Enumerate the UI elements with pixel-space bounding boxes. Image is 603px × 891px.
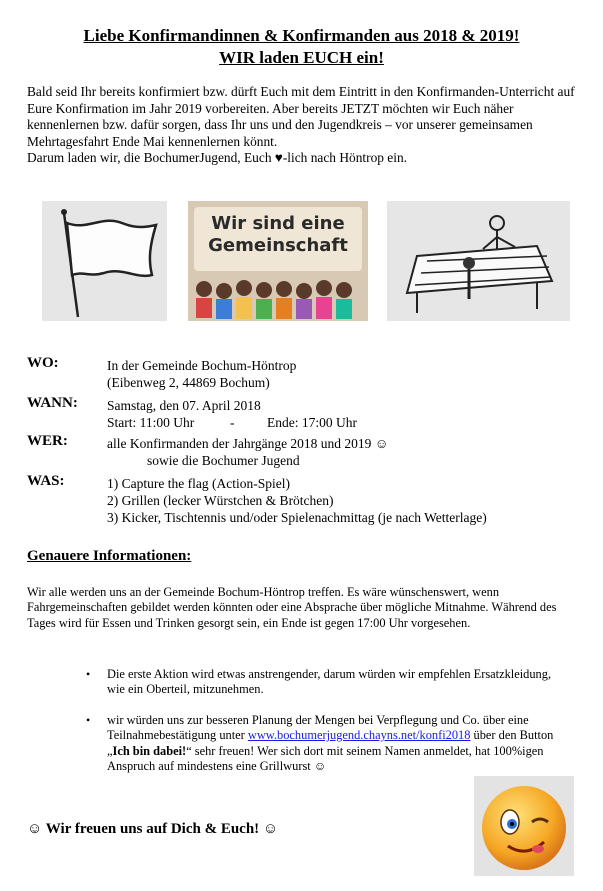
wann-dash: - xyxy=(230,415,235,430)
bullet-dot-2: • xyxy=(86,713,91,727)
wo-label: WO: xyxy=(27,355,59,371)
foosball-image xyxy=(387,201,570,321)
wann-date: Samstag, den 07. April 2018 xyxy=(107,398,261,413)
was-item-3: 3) Kicker, Tischtennis und/oder Spielenachmittag (je nach Wetterlage) xyxy=(107,510,487,525)
wo-line-1: In der Gemeinde Bochum-Höntrop xyxy=(107,358,297,373)
bullet-2-before: wir würden uns zur besseren Planung der Mengen bei Verpflegung und Co. über eine Teilnahmebestätigung unter xyxy=(107,713,529,743)
info-paragraph: Wir alle werden uns an der Gemeinde Bochum-Höntrop treffen. Es wäre wünschenswert, wenn Fahrgemeinschaften gebildet werden könnten oder eine Absprache über mögliche Mitnahme. Während des Tages wird für Essen und Trinken gesorgt sein, ein Ende ist gegen 17:00 Uhr vorgesehen. xyxy=(27,585,557,630)
wer-value xyxy=(107,435,389,469)
wer-label: WER: xyxy=(27,433,68,449)
wann-value xyxy=(107,397,567,431)
wer-line-2: sowie die Bochumer Jugend xyxy=(147,453,300,468)
title-line-1: Liebe Konfirmandinnen & Konfirmanden aus 2018 & 2019! xyxy=(83,26,520,45)
bullet-dot-1: • xyxy=(86,667,91,681)
wo-value xyxy=(107,357,296,391)
bullet-2-middle: über den Button „ xyxy=(107,728,554,758)
signup-link[interactable]: www.bochumerjugend.chayns.net/konfi2018 xyxy=(247,728,471,743)
foosball-icon xyxy=(387,201,570,321)
wer-line-1: alle Konfirmanden der Jahrgänge 2018 und 2019 ☺ xyxy=(107,436,389,451)
title-line-2: WIR laden EUCH ein! xyxy=(219,48,384,67)
flag-icon xyxy=(42,201,167,321)
bullet-2-bold: Ich bin dabei! xyxy=(112,743,187,758)
community-text-line-1: Wir sind eine xyxy=(211,213,345,234)
was-value xyxy=(107,475,577,526)
intro-paragraph: Bald seid Ihr bereits konfirmiert bzw. dürft Euch mit dem Eintritt in den Konfirmanden-Unterricht auf Eure Konfirmation im Jahr 2019 vorbereiten. Aber bereits JETZT möchten wir Euch näher kennenlernen bzw. dafür sorgen, dass Ihr uns und den Jugendkreis – vor unserer gemeinsamen Mehrtagesfahrt Ende Mai kennenlernen könnt. xyxy=(27,84,575,149)
wo-line-2: (Eibenweg 2, 44869 Bochum) xyxy=(107,375,270,390)
bullet-1: Die erste Aktion wird etwas anstrengender, darum würden wir empfehlen Ersatzkleidung, wie ein Oberteil, mitzunehmen. xyxy=(107,667,552,697)
smiley-image xyxy=(474,776,574,876)
was-item-2: 2) Grillen (lecker Würstchen & Brötchen) xyxy=(107,493,334,508)
wann-label: WANN: xyxy=(27,395,78,411)
was-item-1: 1) Capture the flag (Action-Spiel) xyxy=(107,476,290,491)
was-label: WAS: xyxy=(27,473,65,489)
winking-smiley-icon xyxy=(474,776,574,876)
flag-image xyxy=(42,201,167,321)
closing-line: ☺ Wir freuen uns auf Dich & Euch! ☺ xyxy=(27,821,279,837)
intro-invite: Darum laden wir, die BochumerJugend, Euch ♥-lich nach Höntrop ein. xyxy=(27,150,408,166)
wann-start: Start: 11:00 Uhr xyxy=(107,415,195,430)
intro-text xyxy=(27,84,582,167)
bullet-2 xyxy=(107,713,572,775)
community-image xyxy=(188,201,368,321)
bullet-2-after: “ sehr freuen! Wer sich dort mit seinem Namen anmeldet, hat 100%igen Anspruch auf mindestens eine Grillwurst ☺ xyxy=(107,743,544,774)
subheading: Genauere Informationen: xyxy=(27,548,192,564)
community-text-line-2: Gemeinschaft xyxy=(208,235,348,256)
wann-end: Ende: 17:00 Uhr xyxy=(267,415,357,430)
